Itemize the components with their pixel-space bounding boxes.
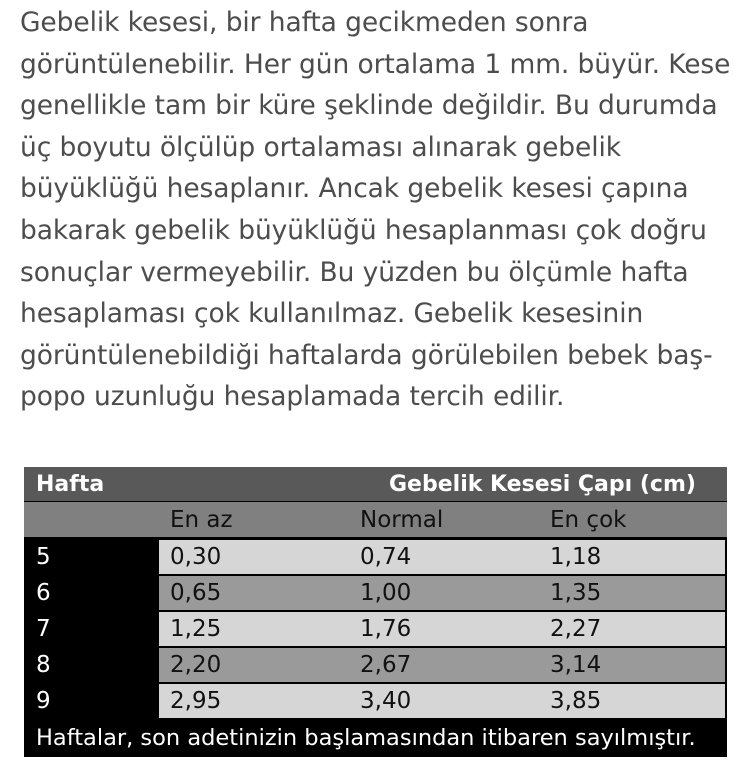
week-cell: 6 <box>24 575 157 611</box>
week-cell: 7 <box>24 611 157 647</box>
normal-cell: 2,67 <box>360 652 412 678</box>
table-header-row <box>24 467 727 502</box>
paragraph-line: üç boyutu ölçülüp ortalaması alınarak gebelik <box>20 131 621 163</box>
max-cell: 1,35 <box>550 580 602 606</box>
table-title: Gebelik Kesesi Çapı (cm) <box>389 471 696 497</box>
paragraph-line: bakarak gebelik büyüklüğü hesaplanması çok doğru <box>20 214 707 246</box>
row-values <box>159 576 725 610</box>
min-cell: 0,65 <box>170 580 222 606</box>
min-cell: 0,30 <box>170 544 222 570</box>
gestational-sac-table <box>24 467 727 757</box>
row-values <box>159 540 725 574</box>
paragraph-line: genellikle tam bir küre şeklinde değildir. Bu durumda <box>20 90 718 122</box>
row-values <box>159 648 725 682</box>
column-header-min: En az <box>170 506 233 533</box>
table-row <box>24 647 727 683</box>
max-cell: 3,14 <box>550 652 602 678</box>
paragraph-line: popo uzunluğu hesaplamada tercih edilir. <box>20 381 565 413</box>
table-subheader-row <box>24 502 727 539</box>
row-values <box>159 612 725 646</box>
table-row <box>24 539 727 575</box>
table-row <box>24 575 727 611</box>
min-cell: 1,25 <box>170 616 222 642</box>
week-cell: 8 <box>24 647 157 683</box>
normal-cell: 1,00 <box>360 580 412 606</box>
article-paragraph <box>20 2 740 418</box>
normal-cell: 0,74 <box>360 544 412 570</box>
column-header-normal: Normal <box>360 506 444 533</box>
row-values <box>159 684 725 718</box>
paragraph-line: görüntülenebilir. Her gün ortalama 1 mm. büyür. Kese <box>20 48 731 80</box>
paragraph-line: büyüklüğü hesaplanır. Ancak gebelik kesesi çapına <box>20 173 689 205</box>
week-column-header: Hafta <box>36 471 105 497</box>
subheader-spacer <box>24 502 159 537</box>
week-cell: 5 <box>24 539 157 575</box>
paragraph-line: sonuçlar vermeyebilir. Bu yüzden bu ölçümle hafta <box>20 256 689 288</box>
normal-cell: 1,76 <box>360 616 412 642</box>
table-row <box>24 683 727 719</box>
min-cell: 2,20 <box>170 652 222 678</box>
table-row <box>24 611 727 647</box>
paragraph-line: Gebelik kesesi, bir hafta gecikmeden sonra <box>20 7 589 38</box>
week-cell: 9 <box>24 683 157 719</box>
max-cell: 1,18 <box>550 544 602 570</box>
table-footnote: Haftalar, son adetinizin başlamasından itibaren sayılmıştır. <box>36 725 696 751</box>
column-header-max: En çok <box>550 506 627 533</box>
max-cell: 3,85 <box>550 688 602 714</box>
normal-cell: 3,40 <box>360 688 412 714</box>
max-cell: 2,27 <box>550 616 602 642</box>
paragraph-line: görüntülenebildiği haftalarda görülebilen bebek baş- <box>20 339 713 371</box>
min-cell: 2,95 <box>170 688 222 714</box>
table-footnote-row <box>24 719 727 757</box>
paragraph-line: hesaplaması çok kullanılmaz. Gebelik kesesinin <box>20 298 644 330</box>
